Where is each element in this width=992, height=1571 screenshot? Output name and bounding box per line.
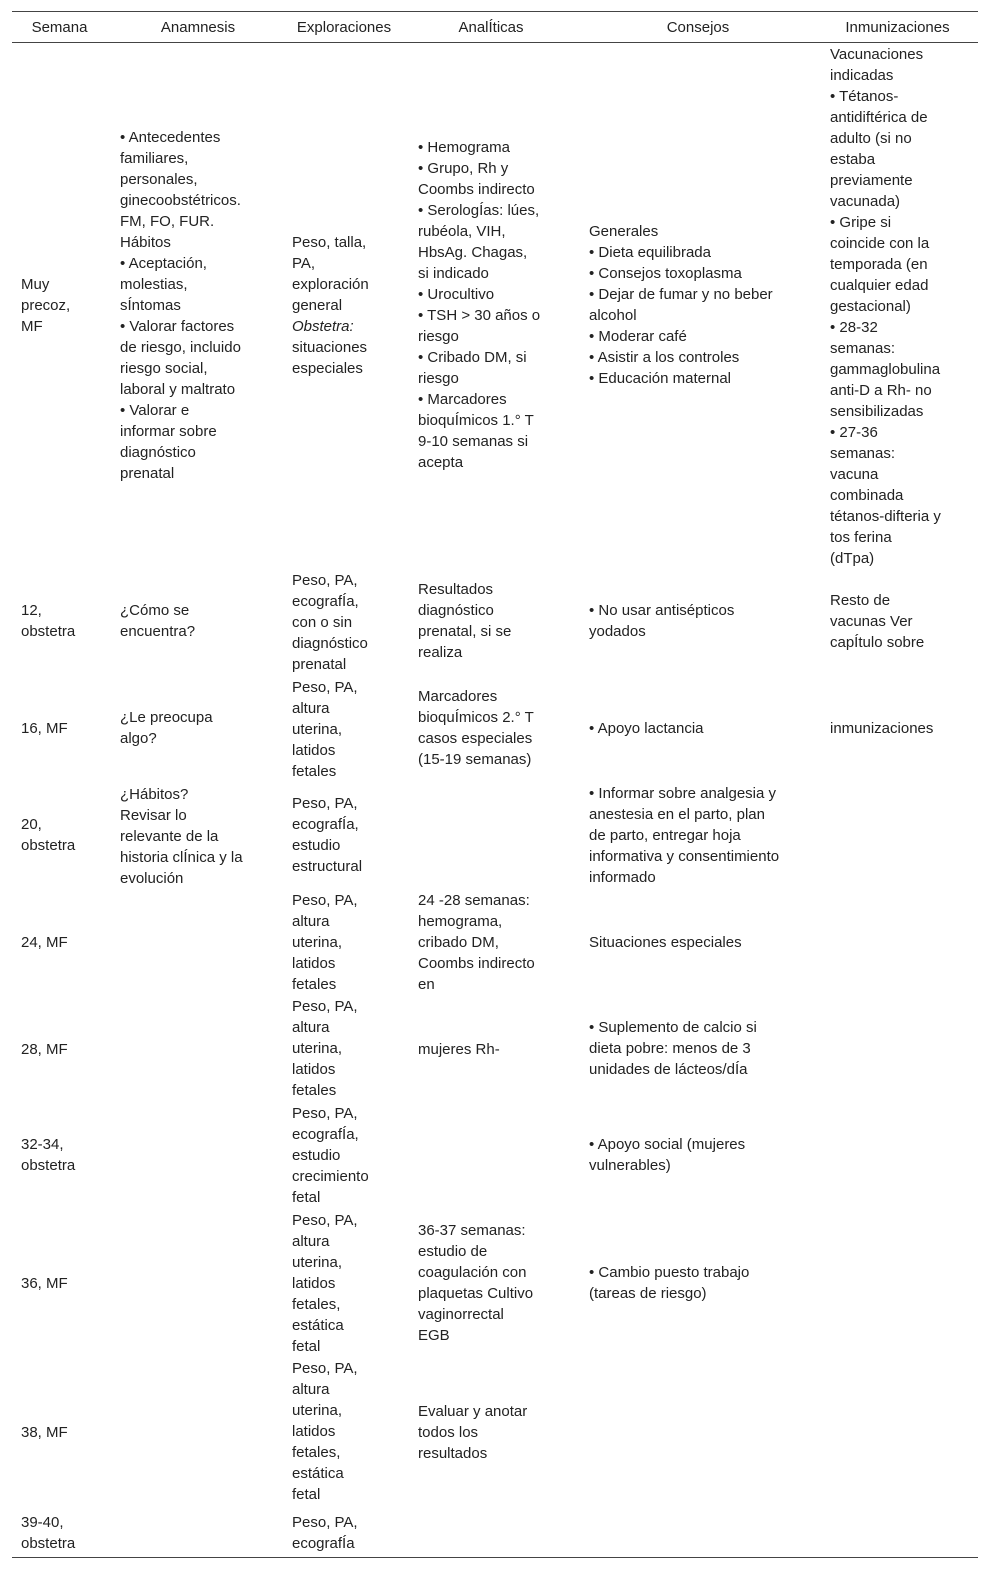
semana-cell: 24, MF [21, 934, 68, 951]
exploraciones-cell: Peso, PA, altura uterina, latidos fetales [292, 892, 358, 993]
header-exploraciones: Exploraciones [296, 19, 392, 36]
header-semana: Semana [31, 19, 88, 36]
exploraciones-tail-text: situaciones especiales [292, 339, 368, 377]
inmunizaciones-cell: inmunizaciones [830, 720, 934, 737]
inmunizaciones-cell: Resto de vacunas Ver capÍtulo sobre [830, 592, 925, 651]
semana-cell: 20, obstetra [21, 816, 76, 854]
exploraciones-main-text: Peso, talla, PA, exploración general [292, 234, 369, 314]
analiticas-cell: mujeres Rh- [418, 1041, 500, 1058]
header-divider [12, 42, 978, 43]
anamnesis-cell: ¿Cómo se encuentra? [120, 602, 196, 640]
exploraciones-cell: Peso, PA, ecografÍa, estudio estructural [292, 795, 363, 875]
analiticas-cell: • Hemograma • Grupo, Rh y Coombs indirecto • SerologÍas: lúes, rubéola, VIH, HbsAg. Chagas, si indicado • Urocultivo • TSH > 30 años o riesgo • Cribado DM, si riesgo • Marcadores bioquÍmicos 1.° T 9-10 semanas si acepta [418, 139, 541, 471]
semana-cell: 36, MF [21, 1275, 68, 1292]
semana-cell: Muy precoz, MF [21, 276, 71, 335]
header-consejos: Consejos [666, 19, 730, 36]
consejos-cell: • Suplemento de calcio si dieta pobre: menos de 3 unidades de lácteos/dÍa [589, 1019, 757, 1078]
analiticas-cell: Marcadores bioquÍmicos 2.° T casos especiales (15-19 semanas) [418, 688, 534, 768]
header-analiticas: AnalÍticas [458, 19, 524, 36]
consejos-cell: Situaciones especiales [589, 934, 742, 951]
exploraciones-cell [292, 232, 369, 379]
anamnesis-cell: ¿Hábitos? Revisar lo relevante de la historia clÍnica y la evolución [120, 786, 243, 887]
exploraciones-cell: Peso, PA, altura uterina, latidos fetales [292, 998, 358, 1099]
consejos-cell: • Informar sobre analgesia y anestesia en el parto, plan de parto, entregar hoja informativa y consentimiento informado [589, 785, 780, 886]
exploraciones-cell: Peso, PA, ecografÍa, con o sin diagnóstico prenatal [292, 572, 368, 673]
semana-cell: 28, MF [21, 1041, 68, 1058]
analiticas-cell: Resultados diagnóstico prenatal, si se realiza [418, 581, 512, 661]
consejos-cell: • No usar antisépticos yodados [589, 602, 735, 640]
analiticas-cell: Evaluar y anotar todos los resultados [418, 1403, 528, 1462]
exploraciones-italic-label: Obstetra: [292, 318, 354, 335]
header-anamnesis: Anamnesis [160, 19, 236, 36]
exploraciones-cell: Peso, PA, ecografÍa [292, 1514, 358, 1552]
consejos-cell: • Cambio puesto trabajo (tareas de riesgo) [589, 1264, 750, 1302]
analiticas-cell: 36-37 semanas: estudio de coagulación con plaquetas Cultivo vaginorrectal EGB [418, 1222, 534, 1344]
exploraciones-cell: Peso, PA, altura uterina, latidos fetales, estática fetal [292, 1360, 358, 1503]
consejos-cell: Generales • Dieta equilibrada • Consejos toxoplasma • Dejar de fumar y no beber alcohol • Moderar café • Asistir a los controles • Educación maternal [589, 223, 773, 387]
anamnesis-cell: ¿Le preocupa algo? [120, 709, 213, 747]
semana-cell: 39-40, obstetra [21, 1514, 76, 1552]
semana-cell: 16, MF [21, 720, 68, 737]
consejos-cell: • Apoyo social (mujeres vulnerables) [589, 1136, 746, 1174]
semana-cell: 38, MF [21, 1424, 68, 1441]
exploraciones-cell: Peso, PA, altura uterina, latidos fetales [292, 679, 358, 780]
exploraciones-cell: Peso, PA, ecografÍa, estudio crecimiento fetal [292, 1105, 369, 1206]
semana-cell: 32-34, obstetra [21, 1136, 76, 1174]
inmunizaciones-cell: Vacunaciones indicadas • Tétanos- antidiftérica de adulto (si no estaba previamente vacunada) • Gripe si coincide con la temporada (en cualquier edad gestacional) • 28-32 semanas: gammaglobulina anti-D a Rh- no sensibilizadas • 27-36 semanas: vacuna combinada tétanos-difteria y tos ferina (dTpa) [830, 46, 941, 567]
exploraciones-cell: Peso, PA, altura uterina, latidos fetales, estática fetal [292, 1212, 358, 1355]
anamnesis-cell: • Antecedentes familiares, personales, ginecoobstétricos. FM, FO, FUR. Hábitos • Aceptación, molestias, sÍntomas • Valorar factores de riesgo, incluido riesgo social, laboral y maltrato • Valorar e informar sobre diagnóstico prenatal [120, 129, 241, 482]
analiticas-cell: 24 -28 semanas: hemograma, cribado DM, Coombs indirecto en [418, 892, 535, 993]
consejos-cell: • Apoyo lactancia [589, 720, 704, 737]
header-inmunizaciones: Inmunizaciones [845, 19, 950, 36]
semana-cell: 12, obstetra [21, 602, 76, 640]
